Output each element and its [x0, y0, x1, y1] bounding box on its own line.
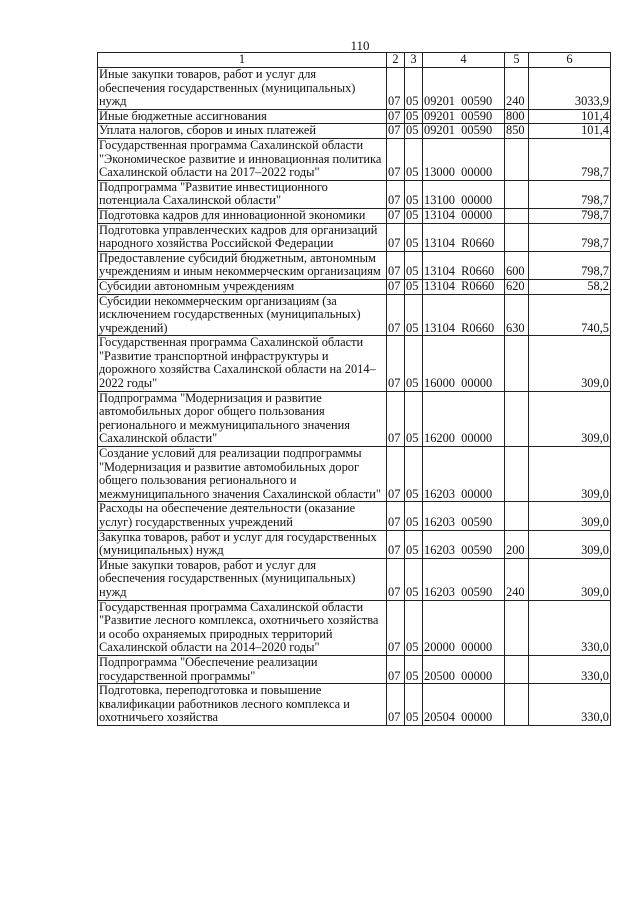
row-target-article-cell: 09201 00590 [423, 109, 505, 124]
row-section-cell: 07 [387, 109, 405, 124]
row-subsection-cell: 05 [405, 502, 423, 530]
row-target-article-cell: 16200 00000 [423, 391, 505, 446]
table-row [98, 223, 611, 251]
row-amount-cell: 330,0 [529, 684, 611, 726]
table-row [98, 138, 611, 180]
row-subsection-cell: 05 [405, 684, 423, 726]
table-row [98, 109, 611, 124]
table-row [98, 124, 611, 139]
row-target-article-cell: 13104 R0660 [423, 279, 505, 294]
row-expense-type-cell [505, 684, 529, 726]
row-name-cell: Создание условий для реализации подпрограммы "Модернизация и развитие автомобильных дорог общего пользования регионального и межмуниципального значения Сахалинской области" [98, 447, 387, 502]
col-header-1: 1 [98, 53, 387, 68]
row-subsection-cell: 05 [405, 180, 423, 208]
row-section-cell: 07 [387, 68, 405, 110]
row-expense-type-cell: 850 [505, 124, 529, 139]
row-name-cell: Подпрограмма "Обеспечение реализации государственной программы" [98, 655, 387, 683]
table-row [98, 336, 611, 391]
row-subsection-cell: 05 [405, 655, 423, 683]
row-expense-type-cell: 620 [505, 279, 529, 294]
row-amount-cell: 309,0 [529, 558, 611, 600]
row-expense-type-cell: 800 [505, 109, 529, 124]
row-target-article-cell: 20500 00000 [423, 655, 505, 683]
row-amount-cell: 309,0 [529, 530, 611, 558]
row-subsection-cell: 05 [405, 68, 423, 110]
row-target-article-cell: 13104 R0660 [423, 251, 505, 279]
row-expense-type-cell [505, 600, 529, 655]
row-amount-cell: 330,0 [529, 600, 611, 655]
table-row [98, 68, 611, 110]
row-name-cell: Предоставление субсидий бюджетным, автономным учреждениям и иным некоммерческим организациям [98, 251, 387, 279]
page-number: 110 [350, 38, 370, 53]
row-name-cell: Подготовка управленческих кадров для организаций народного хозяйства Российской Федерации [98, 223, 387, 251]
col-header-4: 4 [423, 53, 505, 68]
table-header-row [98, 53, 611, 68]
row-name-cell: Субсидии автономным учреждениям [98, 279, 387, 294]
row-name-cell: Подпрограмма "Модернизация и развитие автомобильных дорог общего пользования регионального и межмуниципального значения Сахалинской области" [98, 391, 387, 446]
row-expense-type-cell: 600 [505, 251, 529, 279]
row-amount-cell: 798,7 [529, 208, 611, 223]
row-section-cell: 07 [387, 447, 405, 502]
row-amount-cell: 309,0 [529, 502, 611, 530]
row-target-article-cell: 20504 00000 [423, 684, 505, 726]
row-name-cell: Иные закупки товаров, работ и услуг для обеспечения государственных (муниципальных) нужд [98, 558, 387, 600]
row-name-cell: Иные закупки товаров, работ и услуг для обеспечения государственных (муниципальных) нужд [98, 68, 387, 110]
row-target-article-cell: 13100 00000 [423, 180, 505, 208]
row-section-cell: 07 [387, 124, 405, 139]
table-row [98, 655, 611, 683]
row-section-cell: 07 [387, 251, 405, 279]
row-amount-cell: 740,5 [529, 294, 611, 336]
row-subsection-cell: 05 [405, 251, 423, 279]
table-row [98, 208, 611, 223]
row-section-cell: 07 [387, 530, 405, 558]
row-amount-cell: 3033,9 [529, 68, 611, 110]
table-row [98, 180, 611, 208]
row-expense-type-cell: 240 [505, 68, 529, 110]
row-section-cell: 07 [387, 138, 405, 180]
table-row [98, 502, 611, 530]
row-target-article-cell: 09201 00590 [423, 68, 505, 110]
row-subsection-cell: 05 [405, 530, 423, 558]
row-target-article-cell: 13000 00000 [423, 138, 505, 180]
row-section-cell: 07 [387, 180, 405, 208]
row-target-article-cell: 16203 00590 [423, 502, 505, 530]
row-target-article-cell: 09201 00590 [423, 124, 505, 139]
row-section-cell: 07 [387, 294, 405, 336]
row-expense-type-cell [505, 138, 529, 180]
row-section-cell: 07 [387, 600, 405, 655]
row-subsection-cell: 05 [405, 279, 423, 294]
row-expense-type-cell: 630 [505, 294, 529, 336]
table-row [98, 279, 611, 294]
row-target-article-cell: 20000 00000 [423, 600, 505, 655]
row-subsection-cell: 05 [405, 447, 423, 502]
table-row [98, 558, 611, 600]
row-name-cell: Подготовка кадров для инновационной экономики [98, 208, 387, 223]
row-section-cell: 07 [387, 655, 405, 683]
table-row [98, 251, 611, 279]
row-target-article-cell: 13104 R0660 [423, 294, 505, 336]
row-name-cell: Государственная программа Сахалинской области "Развитие лесного комплекса, охотничьего хозяйства и особо охраняемых природных территорий Сахалинской области на 2014–2020 годы" [98, 600, 387, 655]
row-name-cell: Государственная программа Сахалинской области "Экономическое развитие и инновационная политика Сахалинской области на 2017–2022 годы" [98, 138, 387, 180]
row-amount-cell: 309,0 [529, 391, 611, 446]
row-expense-type-cell [505, 208, 529, 223]
row-subsection-cell: 05 [405, 391, 423, 446]
col-header-5: 5 [505, 53, 529, 68]
row-section-cell: 07 [387, 223, 405, 251]
row-section-cell: 07 [387, 558, 405, 600]
row-target-article-cell: 13104 R0660 [423, 223, 505, 251]
row-name-cell: Государственная программа Сахалинской области "Развитие транспортной инфраструктуры и дорожного хозяйства Сахалинской области на 2014–2022 годы" [98, 336, 387, 391]
table-row [98, 294, 611, 336]
row-subsection-cell: 05 [405, 124, 423, 139]
row-target-article-cell: 16000 00000 [423, 336, 505, 391]
row-name-cell: Расходы на обеспечение деятельности (оказание услуг) государственных учреждений [98, 502, 387, 530]
row-subsection-cell: 05 [405, 600, 423, 655]
row-subsection-cell: 05 [405, 558, 423, 600]
table-row [98, 391, 611, 446]
row-name-cell: Закупка товаров, работ и услуг для государственных (муниципальных) нужд [98, 530, 387, 558]
row-expense-type-cell [505, 502, 529, 530]
row-expense-type-cell [505, 391, 529, 446]
row-amount-cell: 330,0 [529, 655, 611, 683]
row-name-cell: Субсидии некоммерческим организациям (за исключением государственных (муниципальных) учреждений) [98, 294, 387, 336]
table-row [98, 684, 611, 726]
row-amount-cell: 101,4 [529, 109, 611, 124]
row-section-cell: 07 [387, 208, 405, 223]
row-subsection-cell: 05 [405, 336, 423, 391]
row-name-cell: Иные бюджетные ассигнования [98, 109, 387, 124]
row-subsection-cell: 05 [405, 138, 423, 180]
row-amount-cell: 798,7 [529, 138, 611, 180]
row-section-cell: 07 [387, 391, 405, 446]
row-amount-cell: 58,2 [529, 279, 611, 294]
table-row [98, 530, 611, 558]
row-target-article-cell: 16203 00590 [423, 530, 505, 558]
row-subsection-cell: 05 [405, 223, 423, 251]
budget-table [97, 52, 611, 726]
row-section-cell: 07 [387, 336, 405, 391]
row-subsection-cell: 05 [405, 109, 423, 124]
row-name-cell: Подготовка, переподготовка и повышение квалификации работников лесного комплекса и охотничьего хозяйства [98, 684, 387, 726]
row-section-cell: 07 [387, 502, 405, 530]
row-expense-type-cell [505, 180, 529, 208]
row-target-article-cell: 16203 00590 [423, 558, 505, 600]
row-amount-cell: 309,0 [529, 447, 611, 502]
row-name-cell: Подпрограмма "Развитие инвестиционного потенциала Сахалинской области" [98, 180, 387, 208]
row-subsection-cell: 05 [405, 208, 423, 223]
col-header-3: 3 [405, 53, 423, 68]
col-header-6: 6 [529, 53, 611, 68]
row-expense-type-cell: 240 [505, 558, 529, 600]
row-subsection-cell: 05 [405, 294, 423, 336]
row-expense-type-cell [505, 655, 529, 683]
row-expense-type-cell [505, 447, 529, 502]
row-amount-cell: 101,4 [529, 124, 611, 139]
row-amount-cell: 798,7 [529, 251, 611, 279]
row-amount-cell: 309,0 [529, 336, 611, 391]
table-row [98, 447, 611, 502]
row-expense-type-cell [505, 223, 529, 251]
row-name-cell: Уплата налогов, сборов и иных платежей [98, 124, 387, 139]
row-expense-type-cell [505, 336, 529, 391]
col-header-2: 2 [387, 53, 405, 68]
row-amount-cell: 798,7 [529, 223, 611, 251]
table-row [98, 600, 611, 655]
row-expense-type-cell: 200 [505, 530, 529, 558]
row-target-article-cell: 16203 00000 [423, 447, 505, 502]
row-target-article-cell: 13104 00000 [423, 208, 505, 223]
row-section-cell: 07 [387, 684, 405, 726]
row-amount-cell: 798,7 [529, 180, 611, 208]
row-section-cell: 07 [387, 279, 405, 294]
